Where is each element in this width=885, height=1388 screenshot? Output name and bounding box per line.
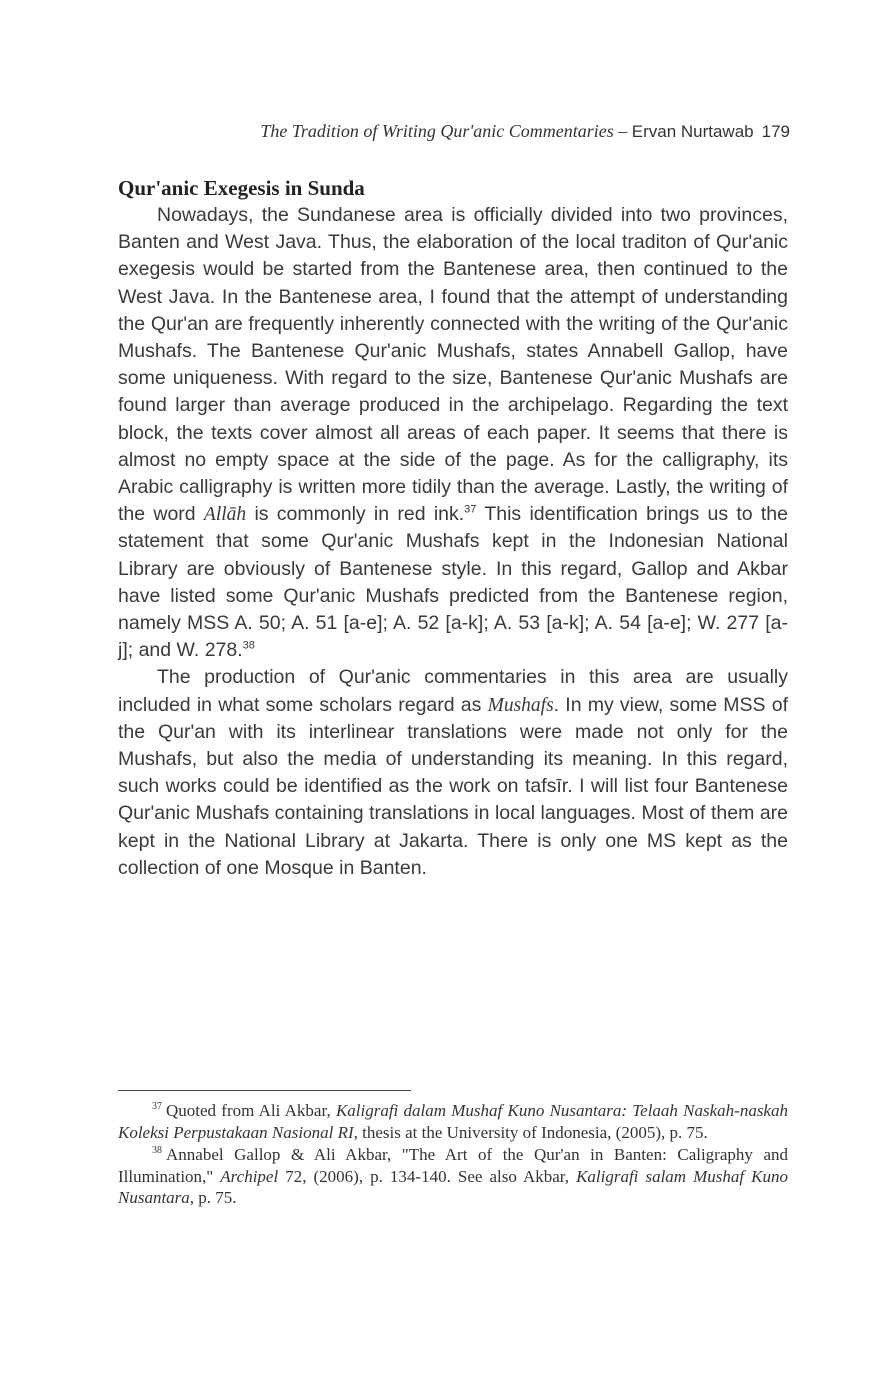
running-head-title: The Tradition of Writing Qur'anic Commentaries [260,121,614,141]
paragraph-1-text-c: This identification brings us to the statement that some Qur'anic Mushafs kept in the Indonesian National Library are obviously of Bantenese style. In this regard, Gallop and Akbar have listed some Qur'anic Mushafs predicted from the Bantenese region, namely MSS A. 50; A. 51 [a-e]; A. 52 [a-k]; A. 53 [a-k]; A. 54 [a-e]; W. 277 [a-j]; and W. 278. [118,503,788,662]
footnote-38-mid: 72, (2006), p. 134-140. See also Akbar, [278,1166,577,1186]
footnote-ref-37[interactable]: 37 [464,503,477,516]
footnotes [118,1100,788,1209]
running-head-author: Ervan Nurtawab [631,122,754,141]
paragraph-2 [118,664,788,882]
running-head-separator: – [613,121,632,141]
footnote-38-marker: 38 [152,1145,162,1157]
running-head [260,121,790,142]
footnote-37-title: Kaligrafi dalam Mushaf Kuno Nusantara: Telaah Naskah-naskah Koleksi Perpustakaan Nasional RI [118,1101,788,1142]
footnote-ref-38[interactable]: 38 [242,639,255,652]
paragraph-2-text-a: The production of Qur'anic commentaries in this area are usually included in what some scholars regard as [118,666,788,716]
footnote-divider [118,1090,411,1091]
section-heading: Qur'anic Exegesis in Sunda [118,176,365,200]
paragraph-1-text-a: Nowadays, the Sundanese area is officially divided into two provinces, Banten and West Java. Thus, the elaboration of the local traditon of Qur'anic exegesis would be started from the Bantenese area, then continued to the West Java. In the Bantenese area, I found that the attempt of understanding the Qur'an are frequently inherently connected with the writing of the Qur'anic Mushafs. The Bantenese Qur'anic Mushafs, states Annabell Gallop, have some uniqueness. With regard to the size, Bantenese Qur'anic Mushafs are found larger than average produced in the archipelago. Regarding the text block, the texts cover almost all areas of each paper. It seems that there is almost no empty space at the side of the page. As for the calligraphy, its Arabic calligraphy is written more tidily than the average. Lastly, the writing of the word [118,204,788,526]
paragraph-2-text-b: . In my view, some MSS of the Qur'an with its interlinear translations were made not only for the Mushafs, but also the media of understanding its meaning. In this regard, such works could be identified as the work on tafsīr. I will list four Bantenese Qur'anic Mushafs containing translations in local languages. Most of them are kept in the National Library at Jakarta. There is only one MS kept as the collection of one Mosque in Banten. [118,693,789,879]
mushafs-term: Mushafs [487,694,554,716]
page-number: 179 [761,122,790,141]
footnote-37-marker: 37 [152,1101,162,1113]
allah-term: Allāh [203,504,247,526]
footnote-38-post: , p. 75. [189,1188,237,1207]
footnote-37-pre: Quoted from Ali Akbar, [166,1101,336,1120]
footnote-38 [118,1144,788,1209]
footnote-37-post: , thesis at the University of Indonesia, (2005), p. 75. [353,1122,708,1142]
footnote-38-book: Kaligrafi salam Mushaf Kuno Nusantara [118,1166,788,1207]
footnote-37 [118,1100,788,1143]
body-text [118,202,788,882]
paragraph-1 [118,202,788,664]
paragraph-1-text-b: is commonly in red ink. [246,503,465,526]
footnote-38-journal: Archipel [220,1166,279,1186]
footnote-38-pre: Annabel Gallop & Ali Akbar, "The Art of the Qur'an in Banten: Caligraphy and Illumination," [118,1145,788,1186]
